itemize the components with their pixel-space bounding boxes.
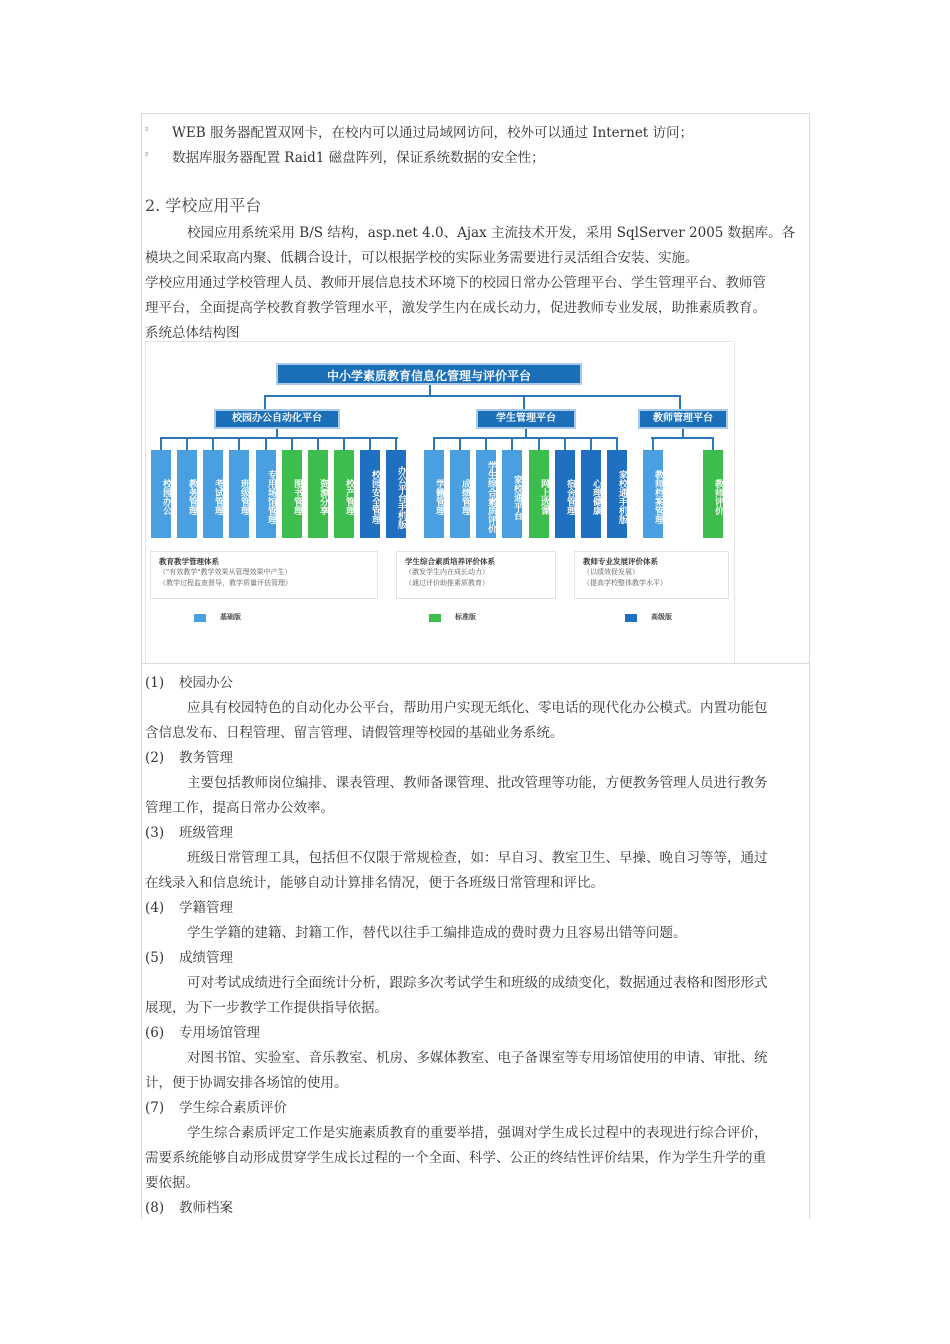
module-box: 宿舍管理	[555, 450, 575, 538]
system-line: （"有效教学"教学效果从管理效果中产生）	[159, 568, 292, 576]
platform-office: 校园办公自动化平台	[214, 409, 340, 429]
legend-label: 高级版	[651, 613, 672, 621]
module-box: 图书管理	[282, 450, 302, 538]
system-line: （激发学生内在成长动力）	[405, 568, 489, 576]
item-line: 管理工作，提高日常办公效率。	[145, 800, 334, 816]
connector	[511, 437, 513, 450]
module-box: 考试管理	[203, 450, 223, 538]
connector	[538, 437, 540, 450]
module-box: 校园安全管理	[360, 450, 380, 538]
item-line: 含信息发布、日程管理、留言管理、请假管理等校园的基础业务系统。	[145, 725, 564, 741]
item-line: 展现，为下一步教学工作提供指导依据。	[145, 1000, 388, 1016]
legend-swatch	[194, 614, 206, 622]
module-box: 教师档案管理	[643, 450, 663, 538]
connector	[679, 395, 681, 409]
bullet-icon: ²	[145, 151, 149, 160]
legend-swatch	[625, 614, 637, 622]
module-box: 成绩管理	[450, 450, 470, 538]
module-box: 家校通手机版	[607, 450, 627, 538]
connector	[161, 437, 398, 439]
system-structure-diagram	[145, 341, 735, 664]
connector	[459, 437, 461, 450]
connector	[682, 429, 684, 437]
legend-label: 标准版	[455, 613, 476, 621]
connector	[651, 437, 713, 439]
connector	[712, 437, 714, 450]
paragraph-line: 学校应用通过学校管理人员、教师开展信息技术环境下的校园日常办公管理平台、学生管理平台、教师管	[145, 275, 766, 291]
legend-label: 基础版	[220, 613, 241, 621]
paragraph-line: 理平台，全面提高学校教育教学管理水平，激发学生内在成长动力，促进教师专业发展，助推素质教育。	[145, 300, 766, 316]
bullet-text: 数据库服务器配置 Raid1 磁盘阵列，保证系统数据的安全性；	[172, 150, 545, 166]
connector	[523, 395, 525, 409]
connector	[652, 437, 654, 450]
system-box	[396, 551, 556, 599]
item-line: 要依据。	[145, 1175, 199, 1191]
connector	[590, 437, 592, 450]
item-line: 班级日常管理工具，包括但不仅限于常规检查，如：早自习、教室卫生、早操、晚自习等等，通过	[187, 850, 768, 866]
module-box: 资源分享	[308, 450, 328, 538]
connector	[276, 429, 278, 437]
item-line: 需要系统能够自动形成贯穿学生成长过程的一个全面、科学、公正的终结性评价结果，作为学生升学的重	[145, 1150, 766, 1166]
item-heading: (8) 教师档案	[145, 1200, 233, 1216]
system-line: （通过评价助推素质教育）	[405, 579, 489, 587]
system-box	[150, 551, 378, 599]
system-line: （以绩效促发展）	[583, 568, 639, 576]
connector	[186, 437, 188, 450]
system-title: 教师专业发展评价体系	[583, 557, 658, 566]
bullet-icon: ²	[145, 126, 149, 135]
connector	[291, 437, 293, 450]
connector	[564, 437, 566, 450]
connector	[212, 437, 214, 450]
connector	[395, 437, 397, 450]
connector	[433, 437, 435, 450]
system-line: （提高学校整体教学水平）	[583, 579, 667, 587]
platform-student: 学生管理平台	[476, 409, 576, 429]
item-line: 学生学籍的建籍、封籍工作，替代以往手工编排造成的费时费力且容易出错等问题。	[187, 925, 687, 941]
connector	[317, 437, 319, 450]
module-box: 学籍管理	[424, 450, 444, 538]
module-box: 专用场馆管理	[256, 450, 276, 538]
connector	[238, 437, 240, 450]
module-box: 教师评价	[703, 450, 723, 538]
module-box: 教务管理	[177, 450, 197, 538]
item-line: 对图书馆、实验室、音乐教室、机房、多媒体教室、电子备课室等专用场馆使用的申请、审批、统	[187, 1050, 768, 1066]
item-line: 应具有校园特色的自动化办公平台，帮助用户实现无纸化、零电话的现代化办公模式。内置功能包	[187, 700, 768, 716]
module-box: 心理健康	[581, 450, 601, 538]
system-title: 学生综合素质培养评价体系	[405, 557, 495, 566]
item-heading: (7) 学生综合素质评价	[145, 1100, 287, 1116]
module-box: 网上选课	[529, 450, 549, 538]
connector	[616, 437, 618, 450]
diagram-caption: 系统总体结构图	[145, 325, 240, 341]
module-box: 办公平台手机版	[386, 450, 406, 538]
module-box: 校产管理	[334, 450, 354, 538]
system-title: 教育教学管理体系	[159, 557, 219, 566]
item-heading: (3) 班级管理	[145, 825, 233, 841]
separator	[141, 663, 809, 664]
module-box: 校园办公	[151, 450, 171, 538]
connector	[525, 429, 527, 437]
item-heading: (6) 专用场馆管理	[145, 1025, 260, 1041]
system-line: （教学过程监查督导，教学质量评估管理）	[159, 579, 292, 587]
item-heading: (2) 教务管理	[145, 750, 233, 766]
item-heading: (5) 成绩管理	[145, 950, 233, 966]
platform-teacher: 教师管理平台	[638, 409, 728, 429]
item-heading: (4) 学籍管理	[145, 900, 233, 916]
connector	[265, 437, 267, 450]
item-line: 可对考试成绩进行全面统计分析，跟踪多次考试学生和班级的成绩变化，数据通过表格和图形形式	[187, 975, 768, 991]
connector	[429, 385, 431, 395]
connector	[264, 395, 266, 409]
legend-swatch	[429, 614, 441, 622]
section-heading: 2. 学校应用平台	[145, 196, 262, 215]
bullet-text: WEB 服务器配置双网卡，在校内可以通过局域网访问，校外可以通过 Internet 访问；	[172, 125, 694, 141]
connector	[343, 437, 345, 450]
connector	[160, 437, 162, 450]
paragraph-line: 校园应用系统采用 B/S 结构，asp.net 4.0、Ajax 主流技术开发，采用 SqlServer 2005 数据库。各	[187, 225, 796, 241]
item-line: 在线录入和信息统计，能够自动计算排名情况，便于各班级日常管理和评比。	[145, 875, 604, 891]
item-heading: (1) 校园办公	[145, 675, 233, 691]
diagram-title: 中小学素质教育信息化管理与评价平台	[276, 363, 582, 385]
connector	[264, 395, 681, 397]
item-line: 主要包括教师岗位编排、课表管理、教师备课管理、批改管理等功能，方便教务管理人员进行教务	[187, 775, 768, 791]
item-line: 计，便于协调安排各场馆的使用。	[145, 1075, 348, 1091]
connector	[485, 437, 487, 450]
connector	[369, 437, 371, 450]
module-box: 班级管理	[229, 450, 249, 538]
module-box: 家校通平台	[502, 450, 522, 538]
module-box: 学生综合素质评价	[476, 450, 496, 538]
system-box	[574, 551, 729, 599]
paragraph-line: 模块之间采取高内聚、低耦合设计，可以根据学校的实际业务需要进行灵活组合安装、实施。	[145, 250, 699, 266]
item-line: 学生综合素质评定工作是实施素质教育的重要举措，强调对学生成长过程中的表现进行综合评价，	[187, 1125, 768, 1141]
